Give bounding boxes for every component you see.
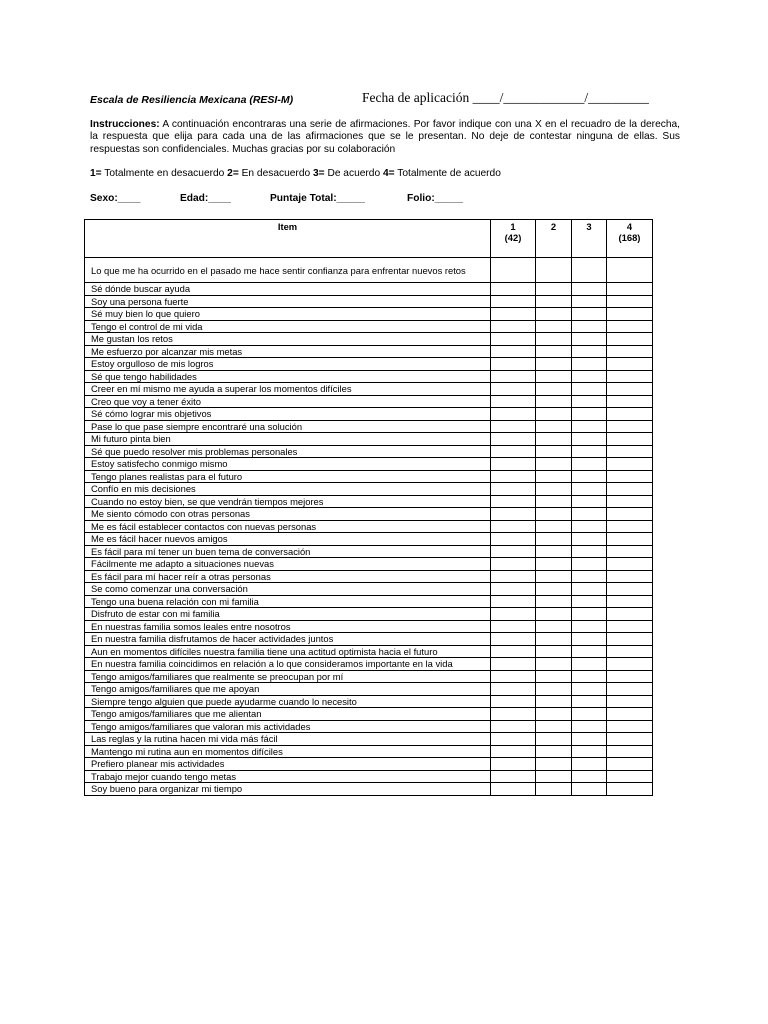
response-box-4[interactable] [607, 495, 653, 508]
table-row [85, 533, 653, 546]
response-box-4[interactable] [607, 558, 653, 571]
response-box-3[interactable] [572, 345, 607, 358]
response-box-4[interactable] [607, 533, 653, 546]
response-box-4[interactable] [607, 345, 653, 358]
table-row [85, 745, 653, 758]
table-row [85, 683, 653, 696]
table-row [85, 720, 653, 733]
response-box-4[interactable] [607, 508, 653, 521]
response-box-4[interactable] [607, 395, 653, 408]
header-col-4 [607, 220, 653, 258]
table-row [85, 258, 653, 283]
response-box-3[interactable] [572, 633, 607, 646]
item-text: Lo que me ha ocurrido en el pasado me hace sentir confianza para enfrentar nuevos retos [85, 258, 491, 283]
response-box-1[interactable] [491, 558, 536, 571]
table-row [85, 345, 653, 358]
response-box-3[interactable] [572, 595, 607, 608]
response-box-1[interactable] [491, 283, 536, 296]
legend-key-1: 1= [90, 168, 102, 179]
response-box-2[interactable] [536, 545, 572, 558]
response-box-2[interactable] [536, 333, 572, 346]
response-box-2[interactable] [536, 345, 572, 358]
table-row [85, 770, 653, 783]
response-box-4[interactable] [607, 408, 653, 421]
response-box-1[interactable] [491, 758, 536, 771]
response-box-4[interactable] [607, 733, 653, 746]
legend-key-2: 2= [227, 168, 239, 179]
response-box-4[interactable] [607, 308, 653, 321]
response-box-1[interactable] [491, 633, 536, 646]
response-box-1[interactable] [491, 545, 536, 558]
item-text: Cuando no estoy bien, se que vendrán tiempos mejores [85, 495, 491, 508]
table-row [85, 520, 653, 533]
item-text: En nuestras familia somos leales entre nosotros [85, 620, 491, 633]
table-row [85, 333, 653, 346]
item-text: Trabajo mejor cuando tengo metas [85, 770, 491, 783]
legend-text-4: Totalmente de acuerdo [394, 168, 501, 179]
item-text: Mi futuro pinta bien [85, 433, 491, 446]
response-box-4[interactable] [607, 333, 653, 346]
response-box-3[interactable] [572, 758, 607, 771]
response-box-2[interactable] [536, 320, 572, 333]
response-box-2[interactable] [536, 608, 572, 621]
response-box-3[interactable] [572, 383, 607, 396]
legend-text-1: Totalmente en desacuerdo [101, 168, 228, 179]
response-box-4[interactable] [607, 545, 653, 558]
response-box-2[interactable] [536, 358, 572, 371]
item-text: Siempre tengo alguien que puede ayudarme cuando lo necesito [85, 695, 491, 708]
response-box-1[interactable] [491, 320, 536, 333]
response-box-2[interactable] [536, 483, 572, 496]
fecha-de-aplicacion-field[interactable]: Fecha de aplicación ____/____________/_________ [362, 90, 649, 105]
item-text: Creer en mí mismo me ayuda a superar los momentos difíciles [85, 383, 491, 396]
table-row [85, 508, 653, 521]
response-box-4[interactable] [607, 445, 653, 458]
response-box-3[interactable] [572, 358, 607, 371]
response-box-2[interactable] [536, 295, 572, 308]
response-box-1[interactable] [491, 720, 536, 733]
response-box-3[interactable] [572, 783, 607, 796]
response-box-3[interactable] [572, 658, 607, 671]
legend-text-2: En desacuerdo [238, 168, 313, 179]
instructions-text: A continuación encontraras una serie de afirmaciones. Por favor indique con una X en el recuadro de la derecha, la respuesta que elija para cada una de las afirmaciones que se le presentan. No deje de contestar ninguna de ellas. Sus respuestas son confidenciales. Muchas gracias por su colaboración [90, 119, 680, 155]
header [90, 88, 690, 112]
response-box-1[interactable] [491, 508, 536, 521]
response-box-4[interactable] [607, 620, 653, 633]
item-text: En nuestra familia coincidimos en relación a lo que consideramos importante en la vida [85, 658, 491, 671]
table-row [85, 708, 653, 721]
items-table [84, 219, 653, 796]
table-row [85, 445, 653, 458]
item-text: En nuestra familia disfrutamos de hacer actividades juntos [85, 633, 491, 646]
response-box-1[interactable] [491, 770, 536, 783]
response-box-1[interactable] [491, 345, 536, 358]
response-box-4[interactable] [607, 695, 653, 708]
response-box-2[interactable] [536, 308, 572, 321]
table-row [85, 645, 653, 658]
response-box-3[interactable] [572, 370, 607, 383]
response-box-3[interactable] [572, 508, 607, 521]
item-text: Tengo el control de mi vida [85, 320, 491, 333]
response-box-1[interactable] [491, 258, 536, 283]
response-box-3[interactable] [572, 745, 607, 758]
response-box-2[interactable] [536, 395, 572, 408]
response-box-4[interactable] [607, 595, 653, 608]
response-box-2[interactable] [536, 258, 572, 283]
response-box-4[interactable] [607, 683, 653, 696]
item-text: Me es fácil establecer contactos con nuevas personas [85, 520, 491, 533]
response-box-4[interactable] [607, 720, 653, 733]
response-box-4[interactable] [607, 570, 653, 583]
response-box-1[interactable] [491, 408, 536, 421]
response-box-4[interactable] [607, 483, 653, 496]
table-row [85, 408, 653, 421]
response-box-2[interactable] [536, 783, 572, 796]
response-box-2[interactable] [536, 770, 572, 783]
response-box-2[interactable] [536, 633, 572, 646]
response-box-3[interactable] [572, 295, 607, 308]
response-box-3[interactable] [572, 608, 607, 621]
response-box-3[interactable] [572, 533, 607, 546]
table-row [85, 395, 653, 408]
items-body [85, 258, 653, 796]
instructions-label: Instrucciones: [90, 119, 160, 130]
response-box-3[interactable] [572, 433, 607, 446]
table-row [85, 633, 653, 646]
response-box-1[interactable] [491, 308, 536, 321]
response-box-3[interactable] [572, 283, 607, 296]
item-text: Se como comenzar una conversación [85, 583, 491, 596]
header-col-3-label: 3 [586, 221, 592, 232]
response-box-2[interactable] [536, 520, 572, 533]
response-box-2[interactable] [536, 570, 572, 583]
table-row [85, 458, 653, 471]
table-row [85, 283, 653, 296]
response-box-4[interactable] [607, 745, 653, 758]
response-box-1[interactable] [491, 733, 536, 746]
response-box-1[interactable] [491, 745, 536, 758]
response-box-1[interactable] [491, 620, 536, 633]
response-box-2[interactable] [536, 620, 572, 633]
item-text: Estoy satisfecho conmigo mismo [85, 458, 491, 471]
response-box-2[interactable] [536, 508, 572, 521]
response-box-2[interactable] [536, 583, 572, 596]
response-box-1[interactable] [491, 433, 536, 446]
item-text: Sé dónde buscar ayuda [85, 283, 491, 296]
response-box-1[interactable] [491, 570, 536, 583]
legend-text-3: De acuerdo [324, 168, 383, 179]
item-text: Tengo una buena relación con mi familia [85, 595, 491, 608]
response-box-4[interactable] [607, 708, 653, 721]
table-row [85, 470, 653, 483]
response-box-4[interactable] [607, 470, 653, 483]
response-box-4[interactable] [607, 320, 653, 333]
response-box-4[interactable] [607, 458, 653, 471]
response-box-1[interactable] [491, 645, 536, 658]
response-box-1[interactable] [491, 383, 536, 396]
item-text: Sé muy bien lo que quiero [85, 308, 491, 321]
item-text: Soy bueno para organizar mi tiempo [85, 783, 491, 796]
header-col-2 [536, 220, 572, 258]
response-box-2[interactable] [536, 370, 572, 383]
response-box-4[interactable] [607, 383, 653, 396]
table-row [85, 383, 653, 396]
response-box-1[interactable] [491, 708, 536, 721]
response-box-2[interactable] [536, 720, 572, 733]
response-box-4[interactable] [607, 608, 653, 621]
response-box-2[interactable] [536, 458, 572, 471]
response-box-1[interactable] [491, 670, 536, 683]
response-box-4[interactable] [607, 370, 653, 383]
response-box-2[interactable] [536, 495, 572, 508]
response-box-1[interactable] [491, 358, 536, 371]
response-box-4[interactable] [607, 645, 653, 658]
puntaje-total-field[interactable]: Puntaje Total:_____ [270, 193, 365, 204]
response-box-1[interactable] [491, 783, 536, 796]
legend-key-4: 4= [382, 168, 395, 179]
scale-title: Escala de Resiliencia Mexicana (RESI-M) [90, 94, 294, 106]
header-item [85, 220, 491, 258]
item-text: Me esfuerzo por alcanzar mis metas [85, 345, 491, 358]
header-col-1-label: 1 [510, 221, 516, 232]
response-box-2[interactable] [536, 645, 572, 658]
folio-field[interactable]: Folio:_____ [407, 193, 464, 204]
response-box-3[interactable] [572, 645, 607, 658]
response-box-4[interactable] [607, 783, 653, 796]
edad-field[interactable]: Edad:____ [180, 193, 231, 204]
response-box-3[interactable] [572, 320, 607, 333]
table-row [85, 308, 653, 321]
response-box-2[interactable] [536, 733, 572, 746]
table-row [85, 595, 653, 608]
table-row [85, 733, 653, 746]
table-row [85, 295, 653, 308]
response-box-2[interactable] [536, 595, 572, 608]
legend-key-3: 3= [313, 168, 325, 179]
response-box-4[interactable] [607, 358, 653, 371]
response-box-3[interactable] [572, 558, 607, 571]
item-text: Es fácil para mí tener un buen tema de conversación [85, 545, 491, 558]
response-box-4[interactable] [607, 583, 653, 596]
header-col-1-sub: (42) [504, 232, 522, 243]
response-box-1[interactable] [491, 458, 536, 471]
table-row [85, 433, 653, 446]
response-box-2[interactable] [536, 383, 572, 396]
response-box-3[interactable] [572, 408, 607, 421]
response-box-1[interactable] [491, 658, 536, 671]
response-box-1[interactable] [491, 583, 536, 596]
response-box-1[interactable] [491, 683, 536, 696]
header-col-1 [491, 220, 536, 258]
response-box-1[interactable] [491, 533, 536, 546]
item-text: Fácilmente me adapto a situaciones nuevas [85, 558, 491, 571]
table-row [85, 483, 653, 496]
response-box-1[interactable] [491, 495, 536, 508]
response-box-4[interactable] [607, 420, 653, 433]
header-col-4-sub: (168) [618, 232, 641, 243]
response-box-4[interactable] [607, 758, 653, 771]
response-box-2[interactable] [536, 745, 572, 758]
response-box-4[interactable] [607, 658, 653, 671]
response-box-3[interactable] [572, 458, 607, 471]
response-box-3[interactable] [572, 420, 607, 433]
response-box-3[interactable] [572, 720, 607, 733]
table-row [85, 495, 653, 508]
item-text: Mantengo mi rutina aun en momentos difíciles [85, 745, 491, 758]
item-text: Estoy orgulloso de mis logros [85, 358, 491, 371]
response-box-2[interactable] [536, 283, 572, 296]
response-box-4[interactable] [607, 633, 653, 646]
response-box-4[interactable] [607, 283, 653, 296]
response-box-3[interactable] [572, 770, 607, 783]
table-row [85, 583, 653, 596]
response-box-1[interactable] [491, 608, 536, 621]
table-row [85, 758, 653, 771]
item-text: Soy una persona fuerte [85, 295, 491, 308]
item-text: Tengo planes realistas para el futuro [85, 470, 491, 483]
response-box-4[interactable] [607, 433, 653, 446]
item-text: Es fácil para mí hacer reír a otras personas [85, 570, 491, 583]
item-text: Me es fácil hacer nuevos amigos [85, 533, 491, 546]
response-box-2[interactable] [536, 470, 572, 483]
response-box-1[interactable] [491, 520, 536, 533]
sexo-field[interactable]: Sexo:____ [90, 193, 141, 204]
response-box-3[interactable] [572, 695, 607, 708]
item-text: Pase lo que pase siempre encontraré una solución [85, 420, 491, 433]
response-box-1[interactable] [491, 420, 536, 433]
response-box-2[interactable] [536, 708, 572, 721]
table-row [85, 558, 653, 571]
response-box-3[interactable] [572, 545, 607, 558]
response-box-4[interactable] [607, 258, 653, 283]
table-row [85, 358, 653, 371]
item-text: Confío en mis decisiones [85, 483, 491, 496]
respondent-fields [90, 193, 690, 207]
response-box-3[interactable] [572, 308, 607, 321]
table-row [85, 370, 653, 383]
response-box-2[interactable] [536, 420, 572, 433]
header-item-label: Item [277, 221, 298, 232]
response-box-4[interactable] [607, 670, 653, 683]
response-box-2[interactable] [536, 670, 572, 683]
response-box-2[interactable] [536, 445, 572, 458]
item-text: Tengo amigos/familiares que me alientan [85, 708, 491, 721]
table-row [85, 420, 653, 433]
header-col-3 [572, 220, 607, 258]
instructions [90, 119, 680, 156]
item-text: Me gustan los retos [85, 333, 491, 346]
item-text: Disfruto de estar con mi familia [85, 608, 491, 621]
header-col-4-label: 4 [626, 221, 633, 232]
item-text: Tengo amigos/familiares que realmente se preocupan por mí [85, 670, 491, 683]
table-row [85, 608, 653, 621]
table-row [85, 620, 653, 633]
table-row [85, 320, 653, 333]
response-box-3[interactable] [572, 445, 607, 458]
response-box-3[interactable] [572, 583, 607, 596]
item-text: Las reglas y la rutina hacen mi vida más fácil [85, 733, 491, 746]
header-col-2-label: 2 [550, 221, 557, 232]
response-box-3[interactable] [572, 670, 607, 683]
response-box-3[interactable] [572, 395, 607, 408]
response-box-2[interactable] [536, 695, 572, 708]
response-box-3[interactable] [572, 733, 607, 746]
response-box-4[interactable] [607, 295, 653, 308]
response-box-3[interactable] [572, 520, 607, 533]
response-box-3[interactable] [572, 258, 607, 283]
item-text: Prefiero planear mis actividades [85, 758, 491, 771]
response-box-1[interactable] [491, 595, 536, 608]
response-box-1[interactable] [491, 370, 536, 383]
item-text: Sé que puedo resolver mis problemas personales [85, 445, 491, 458]
response-box-1[interactable] [491, 295, 536, 308]
response-box-3[interactable] [572, 708, 607, 721]
response-box-1[interactable] [491, 483, 536, 496]
response-box-1[interactable] [491, 470, 536, 483]
table-header-row [85, 220, 653, 258]
table-row [85, 670, 653, 683]
response-box-3[interactable] [572, 570, 607, 583]
response-box-1[interactable] [491, 445, 536, 458]
table-row [85, 783, 653, 796]
response-box-2[interactable] [536, 758, 572, 771]
item-text: Sé cómo lograr mis objetivos [85, 408, 491, 421]
table-row [85, 545, 653, 558]
response-box-2[interactable] [536, 683, 572, 696]
item-text: Tengo amigos/familiares que me apoyan [85, 683, 491, 696]
table-row [85, 658, 653, 671]
response-box-2[interactable] [536, 408, 572, 421]
table-row [85, 570, 653, 583]
response-box-3[interactable] [572, 495, 607, 508]
item-text: Aun en momentos difíciles nuestra familia tiene una actitud optimista hacia el futuro [85, 645, 491, 658]
response-box-1[interactable] [491, 395, 536, 408]
response-box-1[interactable] [491, 333, 536, 346]
item-text: Me siento cómodo con otras personas [85, 508, 491, 521]
response-box-1[interactable] [491, 695, 536, 708]
response-legend [90, 168, 501, 179]
response-box-2[interactable] [536, 558, 572, 571]
item-text: Sé que tengo habilidades [85, 370, 491, 383]
response-box-3[interactable] [572, 483, 607, 496]
response-box-3[interactable] [572, 620, 607, 633]
table-row [85, 695, 653, 708]
response-box-2[interactable] [536, 533, 572, 546]
response-box-3[interactable] [572, 470, 607, 483]
response-box-3[interactable] [572, 333, 607, 346]
response-box-2[interactable] [536, 658, 572, 671]
response-box-4[interactable] [607, 520, 653, 533]
response-box-3[interactable] [572, 683, 607, 696]
response-box-4[interactable] [607, 770, 653, 783]
response-box-2[interactable] [536, 433, 572, 446]
item-text: Creo que voy a tener éxito [85, 395, 491, 408]
item-text: Tengo amigos/familiares que valoran mis actividades [85, 720, 491, 733]
